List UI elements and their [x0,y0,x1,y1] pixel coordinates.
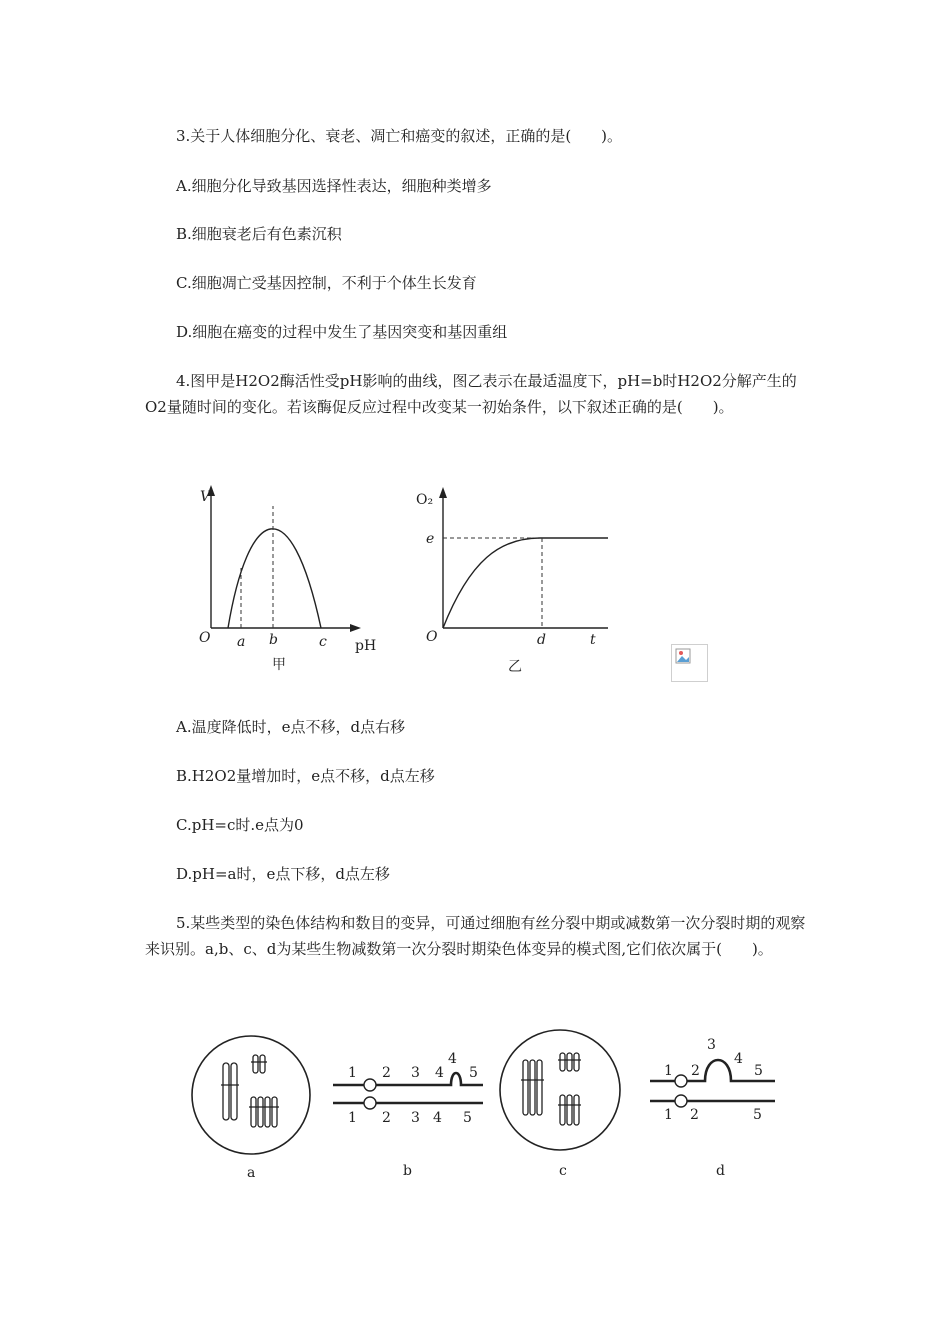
svg-text:5: 5 [754,1063,763,1079]
panel-b-centromere-bottom [364,1097,376,1109]
q3-option-b[interactable]: B.细胞衰老后有色素沉积 [176,225,342,243]
yi-x-label: t [590,632,596,648]
panel-a-chromosomes [221,1055,279,1127]
svg-text:1: 1 [348,1065,357,1081]
yi-y-label: O₂ [416,492,434,508]
svg-text:5: 5 [753,1107,762,1123]
panel-d-label: d [716,1163,725,1179]
jia-tick-a: a [237,634,246,650]
jia-caption: 甲 [272,657,286,673]
figure-yi [410,480,630,680]
svg-text:5: 5 [463,1110,472,1126]
q4-stem: 4.图甲是H2O2酶活性受pH影响的曲线，图乙表示在最适温度下，pH=b时H2O2分解产生的O2量随时间的变化。若该酶促反应过程中改变某一初始条件，以下叙述正确的是( )。 [145,372,797,416]
svg-text:1: 1 [664,1107,673,1123]
panel-d-centromere-top [675,1075,687,1087]
figure-chromosomes [185,1025,785,1185]
svg-text:3: 3 [707,1037,716,1053]
q4-option-a[interactable]: A.温度降低时，e点不移，d点右移 [176,718,406,736]
svg-text:2: 2 [690,1107,699,1123]
panel-c-cell [500,1030,620,1150]
panel-a-label: a [247,1165,256,1181]
jia-x-label: pH [355,638,377,654]
jia-tick-c: c [319,634,327,650]
jia-y-label: V [200,489,211,505]
svg-text:3: 3 [411,1110,420,1126]
q4-option-b[interactable]: B.H2O2量增加时，e点不移，d点左移 [176,767,435,785]
svg-text:4: 4 [734,1051,743,1067]
jia-activity-curve [228,529,321,628]
q3-stem: 3.关于人体细胞分化、衰老、凋亡和癌变的叙述，正确的是( )。 [176,127,623,145]
figure-jia [190,480,390,673]
yi-tick-d: d [537,632,546,648]
q4-option-d[interactable]: D.pH=a时，e点下移，d点左移 [176,865,390,883]
yi-caption: 乙 [508,659,522,675]
jia-x-arrow [350,624,361,632]
svg-text:2: 2 [382,1110,391,1126]
q3-option-a[interactable]: A.细胞分化导致基因选择性表达，细胞种类增多 [176,177,492,195]
q4-option-c[interactable]: C.pH=c时.e点为0 [176,816,304,834]
q3-option-c[interactable]: C.细胞凋亡受基因控制，不利于个体生长发育 [176,274,477,292]
yi-o2-curve [443,538,608,628]
panel-c-label: c [559,1163,567,1179]
q5-stem: 5.某些类型的染色体结构和数目的变异，可通过细胞有丝分裂中期或减数第一次分裂时期的观察来识别。a,b、c、d为某些生物减数第一次分裂时期染色体变异的模式图,它们依次属于( )。 [145,914,806,958]
jia-tick-b: b [269,632,278,648]
svg-text:2: 2 [691,1063,700,1079]
svg-text:4: 4 [448,1051,457,1067]
svg-text:1: 1 [664,1063,673,1079]
svg-text:5: 5 [469,1065,478,1081]
panel-b-centromere-top [364,1079,376,1091]
panel-b-label: b [403,1163,412,1179]
jia-origin: O [199,630,211,646]
panel-d-centromere-bottom [675,1095,687,1107]
svg-text:4: 4 [435,1065,444,1081]
yi-y-arrow [439,487,447,498]
svg-text:3: 3 [411,1065,420,1081]
yi-tick-e: e [426,531,435,547]
panel-c-chromosomes [521,1053,581,1125]
yi-origin: O [426,629,438,645]
panel-a-cell [192,1036,310,1154]
svg-text:4: 4 [433,1110,442,1126]
svg-text:1: 1 [348,1110,357,1126]
q3-option-d[interactable]: D.细胞在癌变的过程中发生了基因突变和基因重组 [176,323,508,341]
broken-image-icon [671,644,708,682]
svg-text:2: 2 [382,1065,391,1081]
